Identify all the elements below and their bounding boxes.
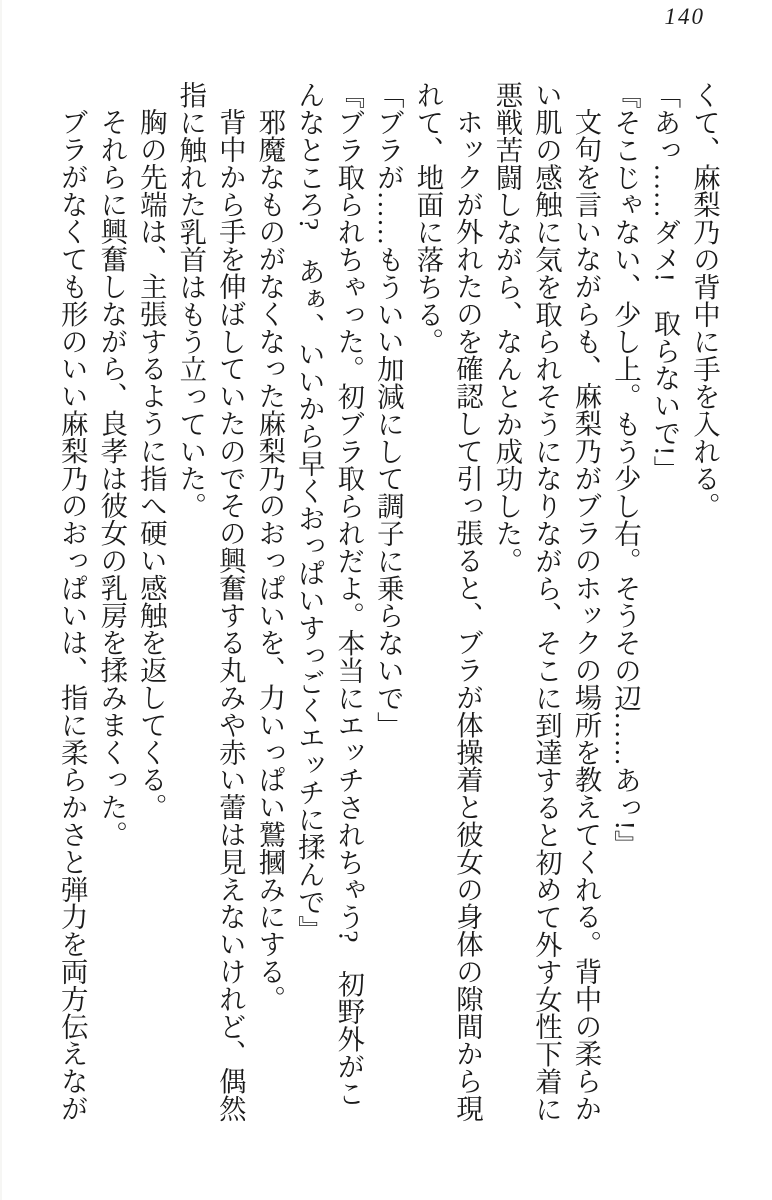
paragraph: 胸の先端は、主張するように指へ硬い感触を返してくる。 xyxy=(135,108,166,821)
paragraph: くて、麻梨乃の背中に手を入れる。 xyxy=(689,81,719,520)
paragraph: 『そこじゃない、少し上。もう少し右。そうその辺……あっ!』 xyxy=(609,81,640,858)
paragraph: 『ブラ取られちゃった。初ブラ取られだよ。本当にエッチされちゃう? 初野外がこんなところ? あぁ、いいから早くおっぱいすっごくエッチに揉んで』 xyxy=(293,81,364,1107)
paragraph: 「あっ……ダメ! 取らないで!」 xyxy=(649,81,680,483)
paragraph: 邪魔なものがなくなった麻梨乃のおっぱいを、力いっぱい鷲摑みにする。 xyxy=(254,108,285,1013)
paragraph: 「ブラが……もういい加減にして調子に乗らないで」 xyxy=(372,81,403,739)
page-number: 140 xyxy=(664,4,705,29)
paragraph: 背中から手を伸ばしていたのでその興奮する丸みや赤い蕾は見えないけれど、偶然指に触れた乳首はもう立っていた。 xyxy=(175,81,245,1123)
paragraph: 文句を言いながらも、麻梨乃がブラのホックの場所を教えてくれる。背中の柔らかい肌の感触に気を取られそうになりながら、そこに到達すると初めて外す女性下着に悪戦苦闘しながら、なんとか成功した。 xyxy=(491,81,601,1123)
page-text xyxy=(51,81,723,1131)
paragraph: ホックが外れたのを確認して引っ張ると、ブラが体操着と彼女の身体の隙間から現れて、地面に落ちる。 xyxy=(412,81,482,1123)
paragraph: ブラがなくても形のいい麻梨乃のおっぱいは、指に柔らかさと弾力を両方伝えなが xyxy=(56,108,87,1123)
page xyxy=(2,0,772,1200)
paragraph: それらに興奮しながら、良孝は彼女の乳房を揉みまくった。 xyxy=(96,108,127,849)
